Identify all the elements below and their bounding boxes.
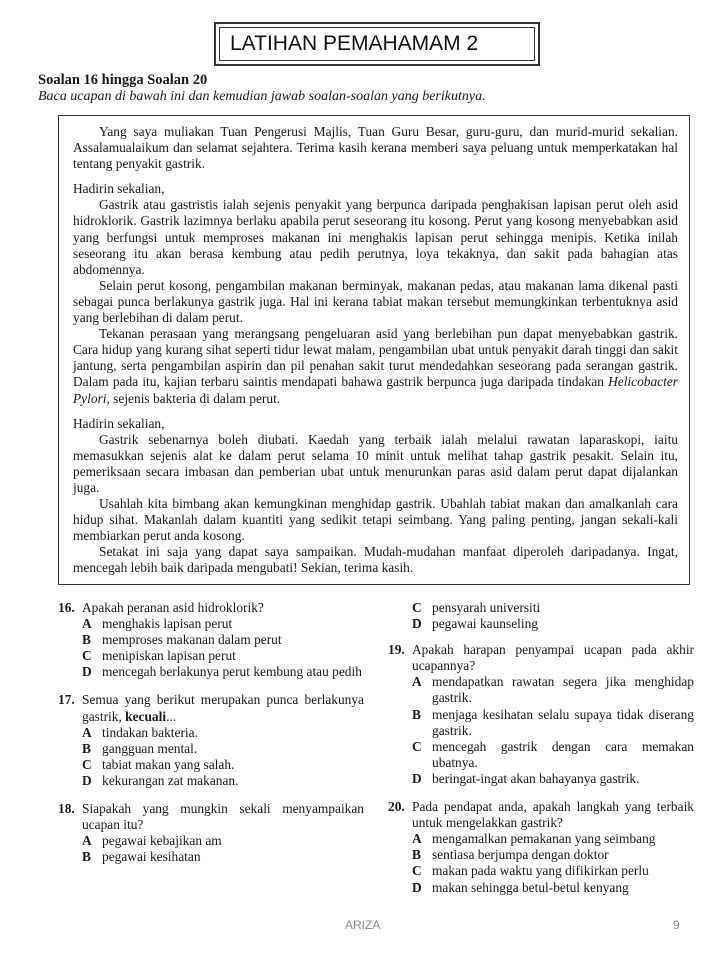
option-b[interactable] — [82, 741, 364, 757]
passage-paragraph-2: Gastrik atau gastristis ialah sejenis penyakit yang berpunca daripada penghakisan lapisan perut oleh asid hidroklorik. Gastrik lazimnya berlaku apabila perut seseorang itu kosong. Perut yang kosong menyebabkan asid yang berfungsi untuk memproses makanan ini menghakis lapisan perut sehingga menipis. Ketika inilah seseorang itu akan berasa kembung atau pedih perutnya, loya tekaknya, dan sakit pada bahagian atas abdomennya. — [73, 197, 678, 277]
option-letter: D — [82, 772, 92, 788]
question-18-continued — [388, 600, 694, 632]
option-letter: B — [82, 740, 91, 756]
option-a[interactable] — [82, 616, 364, 632]
option-c[interactable] — [82, 757, 364, 773]
footer-author: ARIZA — [345, 918, 381, 932]
option-letter: C — [82, 756, 92, 772]
question-number: 18. — [58, 801, 75, 817]
option-text: mengamalkan pemakanan yang seimbang — [432, 831, 656, 847]
question-number: 19. — [388, 642, 405, 658]
option-c[interactable] — [412, 600, 694, 616]
instruction-text: Baca ucapan di bawah ini dan kemudian jawab soalan-soalan yang berikutnya. — [38, 89, 486, 104]
option-b[interactable] — [82, 849, 364, 865]
question-stem-part-a: Semua yang berikut merupakan punca berlakunya gastrik, — [82, 692, 364, 724]
question-stem: Apakah peranan asid hidroklorik? — [82, 600, 264, 615]
option-letter: B — [412, 706, 421, 722]
option-letter: B — [82, 849, 91, 865]
option-text: pegawai kaunseling — [432, 616, 538, 632]
option-a[interactable] — [82, 725, 364, 741]
option-letter: B — [412, 847, 421, 863]
option-a[interactable] — [412, 831, 694, 847]
option-text: sentiasa berjumpa dengan doktor — [432, 847, 609, 863]
option-text: pegawai kebajikan am — [102, 833, 222, 849]
option-text: mendapatkan rawatan segera jika menghidap gastrik. — [432, 674, 694, 706]
question-20 — [388, 799, 694, 896]
option-a[interactable] — [412, 674, 694, 706]
passage-paragraph-4-part-c: , sejenis bakteria di dalam perut. — [106, 390, 281, 406]
question-stem-emphasis: kecuali — [125, 708, 167, 724]
option-letter: C — [412, 738, 422, 754]
passage-paragraph-6: Usahlah kita bimbang akan kemungkinan menghidap gastrik. Ubahlah tabiat makan dan amalkanlah cara hidup sihat. Makanlah dalam kuantiti yang sedikit tetapi seimbang. Yang paling penting, jangan sekali-kali membiarkan perut anda kosong. — [73, 496, 678, 544]
questions-left-column — [58, 600, 364, 877]
option-letter: A — [412, 674, 422, 690]
section-heading: Soalan 16 hingga Soalan 20 — [38, 72, 208, 88]
passage-paragraph-3: Selain perut kosong, pengambilan makanan berminyak, makanan pedas, atau makanan lama dikenal pasti sebagai punca berlakunya gastrik juga. Hal ini kerana tabiat makan tersebut memungkinkan terbentuknya asid yang berlebihan di dalam perut. — [73, 277, 678, 326]
passage-paragraph-1: Yang saya muliakan Tuan Pengerusi Majlis, Tuan Guru Besar, guru-guru, dan murid-murid sekalian. Assalamualaikum dan selamat sejahtera. Terima kasih kerana memberi saya peluang untuk memperkatakan hal tentang penyakit gastrik. — [73, 124, 678, 172]
option-letter: D — [412, 616, 422, 632]
option-c[interactable] — [82, 648, 364, 664]
option-letter: A — [412, 831, 422, 847]
option-b[interactable] — [412, 847, 694, 863]
passage-box — [58, 115, 690, 585]
option-letter: C — [412, 863, 422, 879]
option-d[interactable] — [82, 664, 364, 680]
question-number: 17. — [58, 692, 75, 708]
question-stem: Pada pendapat anda, apakah langkah yang terbaik untuk mengelakkan gastrik? — [412, 799, 694, 831]
option-letter: A — [82, 616, 92, 632]
question-18 — [58, 801, 364, 865]
passage-paragraph-4 — [73, 326, 678, 406]
option-letter: B — [82, 632, 91, 648]
question-number: 16. — [58, 600, 75, 615]
option-letter: D — [82, 664, 92, 680]
option-text: gangguan mental. — [102, 740, 198, 756]
option-text: mencegah berlakunya perut kembung atau pedih — [102, 664, 362, 680]
question-number: 20. — [388, 799, 405, 815]
option-d[interactable] — [412, 616, 694, 632]
page-number: 9 — [673, 918, 680, 932]
page-title: LATIHAN PEMAHAMAM 2 — [219, 27, 535, 61]
option-text: memproses makanan dalam perut — [102, 632, 282, 648]
option-c[interactable] — [412, 863, 694, 879]
option-letter: C — [412, 600, 422, 615]
option-text: makan pada waktu yang difikirkan perlu — [432, 863, 649, 879]
question-stem — [82, 692, 364, 724]
option-text: menghakis lapisan perut — [102, 616, 233, 632]
passage-paragraph-7: Setakat ini saja yang dapat saya sampaikan. Mudah-mudahan manfaat diperoleh daripadanya. Ingat, mencegah lebih baik daripada mengubati! Sekian, terima kasih. — [73, 544, 678, 576]
option-text: makan sehingga betul-betul kenyang — [432, 879, 629, 895]
option-text: mencegah gastrik dengan cara memakan ubatnya. — [432, 738, 694, 770]
option-letter: D — [412, 770, 422, 786]
question-16 — [58, 600, 364, 680]
questions-right-column — [388, 600, 694, 908]
option-text: beringat-ingat akan bahayanya gastrik. — [432, 770, 640, 786]
question-stem: Apakah harapan penyampai ucapan pada akhir ucapannya? — [412, 642, 694, 674]
option-text: pegawai kesihatan — [102, 849, 201, 865]
option-text: menipiskan lapisan perut — [102, 648, 236, 664]
option-letter: A — [82, 724, 92, 740]
question-17 — [58, 692, 364, 789]
option-c[interactable] — [412, 739, 694, 771]
question-stem: Siapakah yang mungkin sekali menyampaikan ucapan itu? — [82, 801, 364, 833]
option-text: tindakan bakteria. — [102, 724, 198, 740]
option-d[interactable] — [412, 771, 694, 787]
option-letter: D — [412, 879, 422, 895]
option-text: menjaga kesihatan selalu supaya tidak diserang gastrik. — [432, 706, 694, 738]
option-b[interactable] — [82, 632, 364, 648]
option-d[interactable] — [412, 880, 694, 896]
option-text: pensyarah universiti — [432, 600, 541, 615]
option-text: tabiat makan yang salah. — [102, 756, 235, 772]
passage-paragraph-5: Gastrik sebenarnya boleh diubati. Kaedah yang terbaik ialah melalui rawatan laparaskopi, iaitu memasukkan sejenis alat ke dalam perut selama 10 minit untuk melihat tahap gastrik pesakit. Selain itu, pemeriksaan secara imbasan dan pemberian ubat untuk menurunkan paras asid dalam perut dapat dijalankan juga. — [73, 431, 678, 495]
question-stem-part-c: ... — [166, 708, 177, 724]
option-text: kekurangan zat makanan. — [102, 772, 239, 788]
option-letter: A — [82, 833, 92, 849]
option-letter: C — [82, 648, 92, 664]
bacteria-name: Helicobacter Pylori — [73, 374, 678, 406]
title-box — [214, 22, 540, 66]
option-d[interactable] — [82, 773, 364, 789]
passage-paragraph-4-part-a: Tekanan perasaan yang merangsang pengeluaran asid yang berlebihan pun dapat menyebabkan gastrik. Cara hidup yang kurang sihat seperti tidur lewat malam, pengambilan ubat untuk penyakit darah tinggi dan sakit jantung, serta pengambilan aspirin dan pil penahan sakit turut mendedahkan seseorang pada serangan gastrik. Dalam pada itu, kajian terbaru saintis mendapati bahawa gastrik berpunca juga daripada tindakan — [73, 326, 678, 390]
option-b[interactable] — [412, 707, 694, 739]
passage-greeting-1: Hadirin sekalian, — [73, 181, 165, 197]
option-a[interactable] — [82, 833, 364, 849]
question-19 — [388, 642, 694, 787]
passage-greeting-2: Hadirin sekalian, — [73, 415, 165, 431]
